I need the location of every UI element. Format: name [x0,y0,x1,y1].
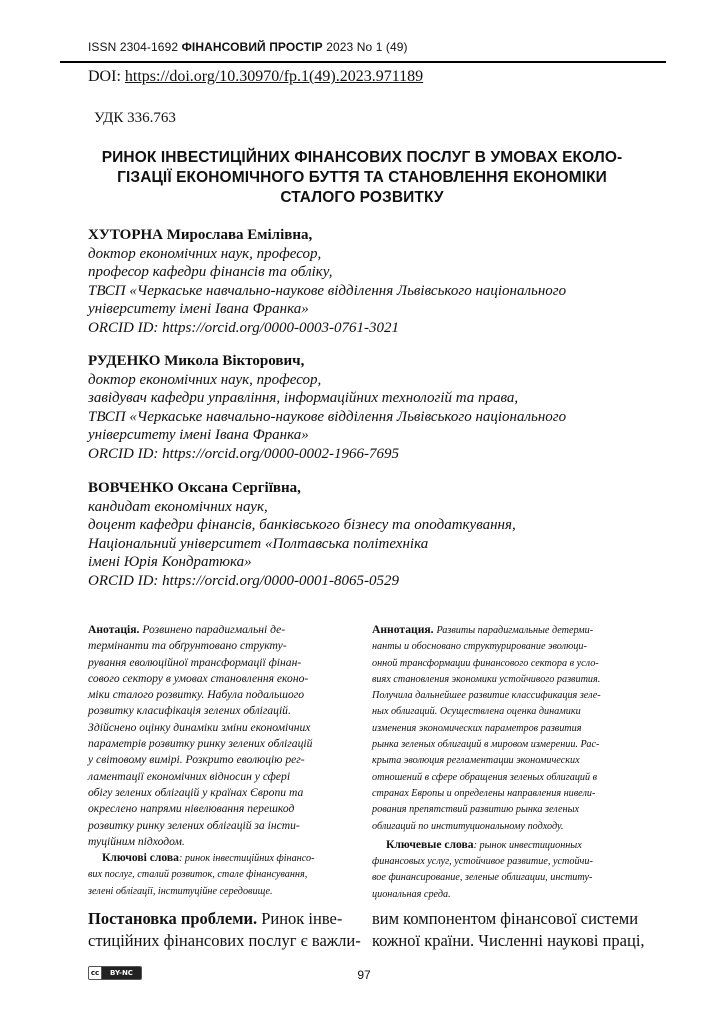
abstract-label: Анотація. [88,623,140,636]
keywords-line: : рынок инвестиционных [473,839,582,851]
author-2 [88,352,688,464]
author-orcid: ORCID ID: https://orcid.org/0000-0002-1966-7695 [88,445,399,462]
body-line: вим компонентом фінансової системи [372,909,639,928]
abstract-line: Здійснено оцінку динаміки зміни економічних [88,720,311,734]
running-header [88,40,408,54]
doi-label: DOI: [88,68,125,85]
body-right [372,908,656,952]
abstract-label: Аннотация. [372,623,434,636]
section-heading: Постановка проблеми. [88,909,258,928]
author-orcid: ORCID ID: https://orcid.org/0000-0001-8065-0529 [88,572,399,589]
abstract-line: изменения экономических параметров развития [372,722,582,734]
abstract-line: окреслено напрями нівелювання перешкод [88,802,295,816]
page-number: 97 [357,968,371,982]
doi [88,68,423,86]
author-degree: кандидат економічних наук, [88,498,268,515]
abstract-line: крыта эволюция регламентации экономических [372,755,580,767]
keywords-line: вих послуг, сталий розвиток, стале фінансування, [88,869,308,881]
body-line: Ринок інве- [257,909,343,928]
abstract-line: розвитку класифікація зелених облігацій. [88,704,291,718]
author-position: доцент кафедри фінансів, банківського бізнесу та оподаткування, [88,517,516,534]
license-label: BY-NC [102,967,141,979]
abstract-line: рынка зеленых облигаций в мировом измерении. Рас- [372,739,600,751]
issn: ISSN 2304-1692 [88,40,179,54]
abstract-line: розвитку ринку зелених облігацій за інсти- [88,818,300,832]
keywords-line: зелені облігації, інституційне середовище. [88,885,273,897]
abstract-line: Развиты парадигмальные детерми- [436,625,594,636]
author-institution: імені Юрія Кондратюка» [88,554,252,571]
author-1 [88,226,688,338]
abstract-line: облигаций по институциональному подходу. [372,820,564,832]
author-institution: ТВСП «Черкаське навчально-наукове відділення Львівського національного [88,282,567,299]
keywords-line: : ринок інвестиційних фінансо- [178,853,315,865]
author-institution: Національний університет «Полтавська політехніка [88,535,429,552]
article-title [58,148,666,208]
author-name: РУДЕНКО Микола Вікторович, [88,353,305,369]
abstract-line: отношений в сфере обращения зеленых облигаций в [372,771,598,783]
doi-link[interactable]: https://doi.org/10.30970/fp.1(49).2023.971189 [124,68,424,85]
author-institution: ТВСП «Черкаське навчально-наукове відділення Львівського національного [88,408,567,425]
abstract-line: рування еволюційної трансформації фінан- [88,655,302,669]
abstract-line: Получила дальнейшее развитие классификация зеле- [372,690,601,702]
keywords-ua [88,850,356,867]
abstract-line: міки сталого розвитку. Набула подальшого [88,688,305,702]
abstract-line: виях становления экономики устойчивого развития. [372,673,601,685]
author-position: професор кафедри фінансів та обліку, [88,264,333,281]
abstract-line: у світовому вимірі. Розкрито еволюцію рег- [88,753,305,767]
abstract-line: параметрів розвитку ринку зелених облігацій [88,737,313,751]
abstract-line: сового сектору в умовах становлення еконо- [88,671,309,685]
abstract-line: Розвинено парадигмальні де- [142,623,286,636]
author-name: ВОВЧЕНКО Оксана Сергіївна, [88,480,301,496]
title-line: СТАЛОГО РОЗВИТКУ [280,189,444,206]
abstract-ru [372,622,656,903]
abstract-line: термінанти та обґрунтовано структу- [88,639,287,653]
author-institution: університету імені Івана Франка» [88,427,309,444]
keywords-label: Ключевые слова [386,837,474,851]
keywords-line: вое финансирование, зеленые облигации, институ- [372,872,593,884]
abstract-line: обігу зелених облігацій у країнах Європи та [88,785,304,799]
abstract-ua [88,622,356,900]
author-name: ХУТОРНА Мирослава Емілівна, [88,227,313,243]
author-3 [88,479,688,591]
keywords-line: финансовых услуг, устойчивое развитие, устойчи- [372,856,593,868]
abstract-line: ных облигаций. Осуществлена оценка динамики [372,706,581,718]
udc-code: УДК 336.763 [94,110,176,126]
author-degree: доктор економічних наук, професор, [88,245,322,262]
author-institution: університету імені Івана Франка» [88,301,309,318]
cc-license-badge [88,966,142,980]
author-orcid: ORCID ID: https://orcid.org/0000-0003-0761-3021 [88,319,399,336]
cc-icon: cc [89,967,102,979]
abstract-line: туційним підходом. [88,834,185,848]
author-degree: доктор економічних наук, професор, [88,371,322,388]
keywords-label: Ключові слова [102,851,179,865]
issue: 2023 No 1 (49) [326,40,408,54]
body-left [88,908,361,952]
header-rule [60,61,666,63]
title-line: ГІЗАЦІЇ ЕКОНОМІЧНОГО БУТТЯ ТА СТАНОВЛЕННЯ ЕКОНОМІКИ [117,169,607,186]
abstract-line: онной трансформации финансового сектора в усло- [372,657,599,669]
abstract-line: рования препятствий развитию рынка зеленых [372,804,579,816]
journal-name: ФІНАНСОВИЙ ПРОСТІР [181,40,323,54]
keywords-line: циональная среда. [372,888,451,900]
body-line: стиційних фінансових послуг є важли- [88,931,361,950]
author-position: завідувач кафедри управління, інформаційних технологій та права, [88,390,519,407]
title-line: РИНОК ІНВЕСТИЦІЙНИХ ФІНАНСОВИХ ПОСЛУГ В УМОВАХ ЕКОЛО- [101,149,623,166]
abstract-line: странах Европы и определены направления нивели- [372,787,596,799]
keywords-ru [372,837,656,854]
body-line: кожної країни. Численні наукові праці, [372,931,645,950]
abstract-line: нанты и обосновано структурирование эволюци- [372,641,587,653]
abstract-line: ламентації економічних відносин у сфері [88,769,291,783]
